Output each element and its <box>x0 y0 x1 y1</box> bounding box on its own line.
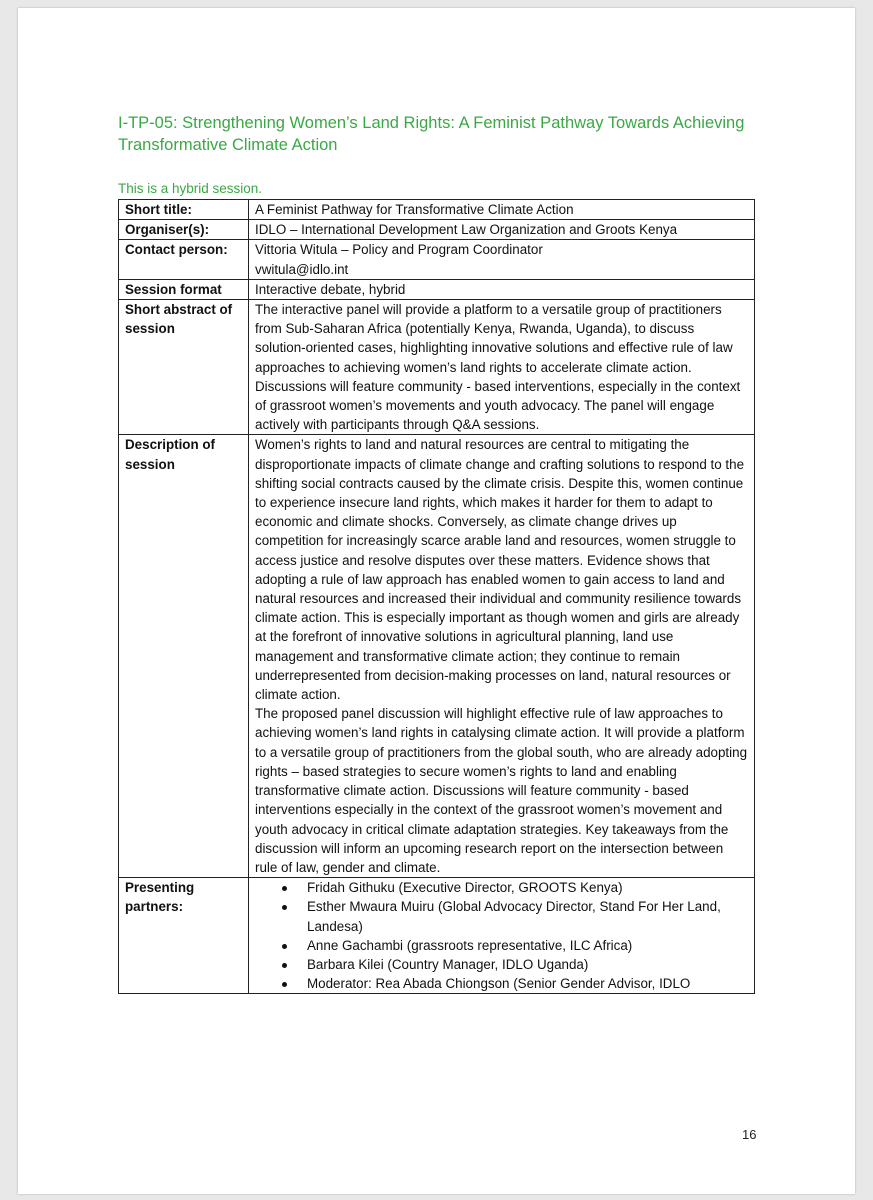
partner-item: Moderator: Rea Abada Chiongson (Senior Gender Advisor, IDLO <box>273 974 748 993</box>
contact-email: vwitula@idlo.int <box>255 261 349 277</box>
page-number: 16 <box>742 1127 757 1142</box>
hybrid-session-note: This is a hybrid session. <box>118 181 263 196</box>
partners-list <box>255 878 748 993</box>
session-info-table <box>118 199 755 994</box>
row-description <box>119 435 755 878</box>
description-value <box>249 435 755 878</box>
contact-label: Contact person: <box>119 240 249 279</box>
organisers-value: IDLO – International Development Law Organization and Groots Kenya <box>249 220 755 240</box>
row-short-title <box>119 200 755 220</box>
abstract-value: The interactive panel will provide a platform to a versatile group of practitioners from Sub-Saharan Africa (potentially Kenya, Rwanda, Uganda), to discuss solution-oriented cases, highlighting innovative solutions and effective rule of law approaches to achieving women’s land rights to accelerate climate action. Discussions will feature community - based interventions, especially in the context of grassroot women’s movements and youth advocacy. The panel will engage actively with participants through Q&A sessions. <box>249 300 755 435</box>
row-partners <box>119 878 755 994</box>
partner-item: Fridah Githuku (Executive Director, GROOTS Kenya) <box>273 878 748 897</box>
partner-item: Esther Mwaura Muiru (Global Advocacy Director, Stand For Her Land, Landesa) <box>273 897 748 935</box>
description-paragraph: The proposed panel discussion will highlight effective rule of law approaches to achieving women’s land rights in catalysing climate action. It will provide a platform to a versatile group of practitioners from the global south, who are already adopting rights – based strategies to secure women’s rights to land and enabling transformative climate action. Discussions will feature community - based interventions especially in the context of the grassroot women’s movement and youth advocacy in critical climate adaptation strategies. Key takeaways from the discussion will inform an upcoming research report on the intersection between rule of law, gender and climate. <box>255 706 748 875</box>
abstract-label: Short abstract of session <box>119 300 249 435</box>
partner-item: Anne Gachambi (grassroots representative, ILC Africa) <box>273 936 748 955</box>
organisers-label: Organiser(s): <box>119 220 249 240</box>
session-title: I-TP-05: Strengthening Women’s Land Rights: A Feminist Pathway Towards Achieving Transformative Climate Action <box>118 114 745 154</box>
session-format-label: Session format <box>119 279 249 299</box>
row-organisers <box>119 220 755 240</box>
short-title-label: Short title: <box>119 200 249 220</box>
row-session-format <box>119 279 755 299</box>
row-contact <box>119 240 755 279</box>
short-title-value: A Feminist Pathway for Transformative Climate Action <box>249 200 755 220</box>
description-label: Description of session <box>119 435 249 878</box>
document-page <box>18 8 855 1194</box>
partners-value <box>249 878 755 994</box>
description-paragraph: Women’s rights to land and natural resources are central to mitigating the disproportionate impacts of climate change and crafting solutions to respond to the shifting social contracts caused by the climate crisis. Despite this, women continue to experience insecure land rights, which makes it harder for them to adapt to economic and climate shocks. Conversely, as climate change drives up competition for increasingly scarce arable land and resources, women struggle to access justice and resolve disputes over these matters. Evidence shows that adopting a rule of law approach has enabled women to gain access to land and natural resources and increased their individual and community resilience towards climate action. This is especially important as though women and girls are already at the forefront of innovative solutions in agricultural planning, land use management and transformative climate action; they continue to remain underrepresented from decision-making processes on land, natural resources or climate action. <box>255 437 745 703</box>
partners-label: Presenting partners: <box>119 878 249 994</box>
contact-name: Vittoria Witula – Policy and Program Coordinator <box>255 242 543 258</box>
row-abstract <box>119 300 755 435</box>
contact-value <box>249 240 755 279</box>
partner-item: Barbara Kilei (Country Manager, IDLO Uganda) <box>273 955 748 974</box>
session-format-value: Interactive debate, hybrid <box>249 279 755 299</box>
